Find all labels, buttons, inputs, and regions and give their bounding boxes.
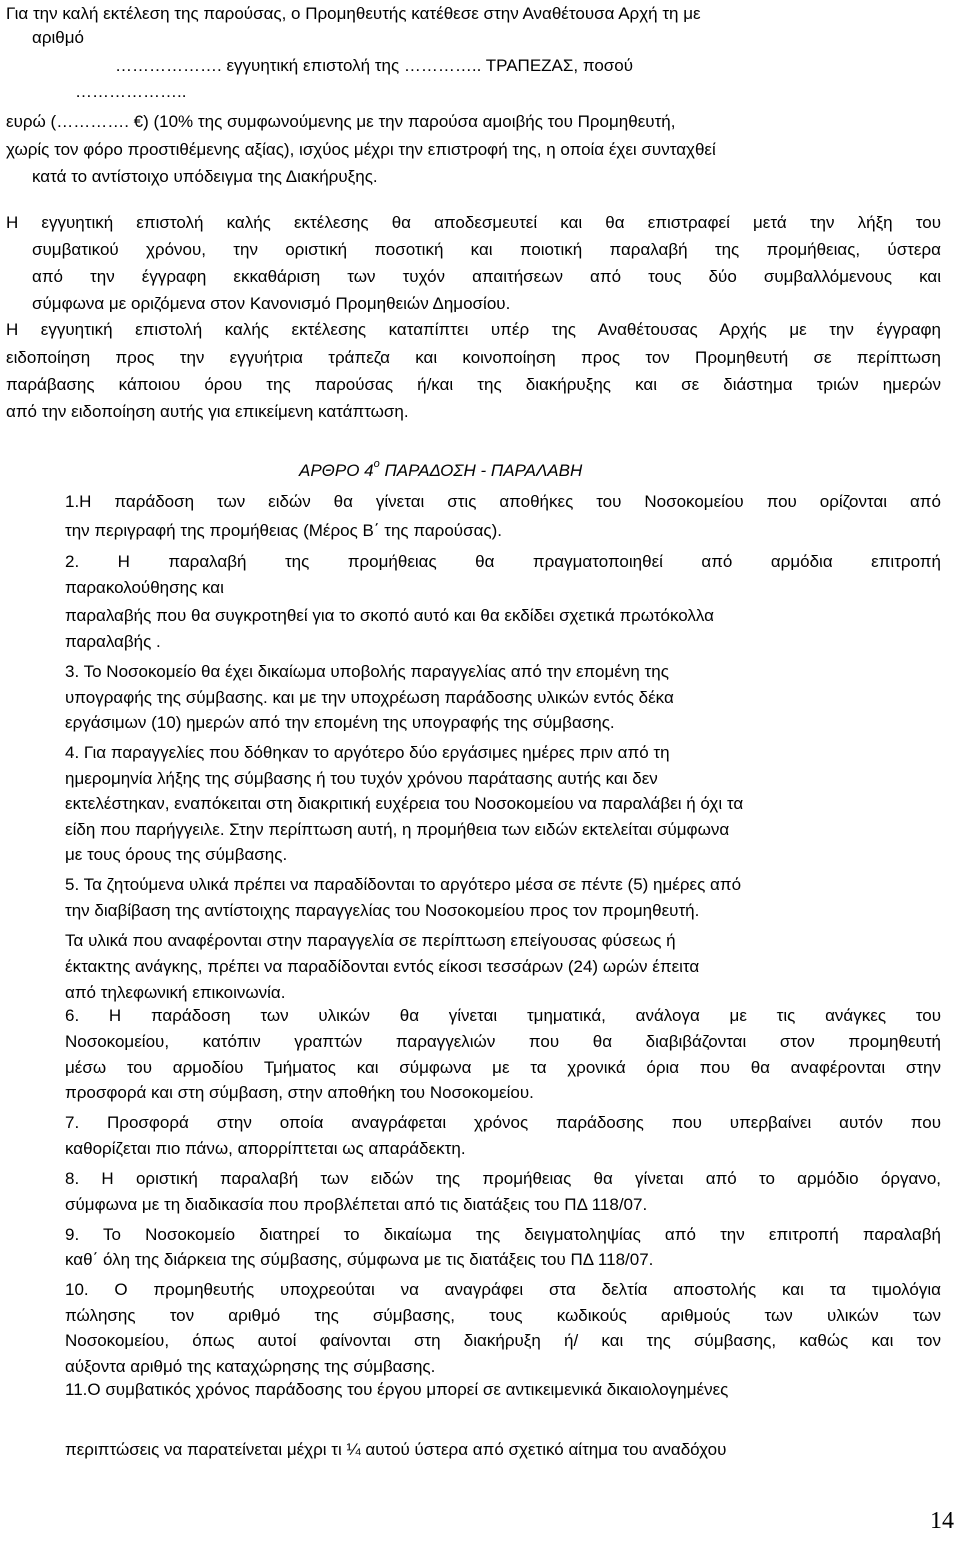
text-line: παραλαβής που θα συγκροτηθεί για το σκοπό αυτό και θα εκδίδει σχετικά πρωτόκολλα — [65, 606, 714, 625]
text-line: από την έγγραφη εκκαθάριση των τυχόν απαιτήσεων από τους δύο συμβαλλόμενους και — [32, 267, 941, 286]
text-line: ………………. εγγυητική επιστολή της ………….. ΤΡΑΠΕΖΑΣ, ποσού — [115, 56, 634, 75]
text-line: 5. Τα ζητούμενα υλικά πρέπει να παραδίδονται το αργότερο μέσα σε πέντε (5) ημέρες από — [65, 875, 742, 894]
text-line: 6. Η παράδοση των υλικών θα γίνεται τμηματικά, ανάλογα με τις ανάγκες του — [65, 1006, 941, 1025]
text-line: παρακολούθησης και — [65, 578, 224, 597]
article-heading — [299, 454, 582, 481]
text-line: κατά το αντίστοιχο υπόδειγμα της Διακήρυξης. — [32, 167, 378, 186]
text-line: ημερομηνία λήξης της σύμβασης ή του τυχόν χρόνου παράτασης αυτής και δεν — [65, 769, 658, 788]
text-line: 9. Το Νοσοκομείο διατηρεί το δικαίωμα της δειγματοληψίας από την επιτροπή παραλαβή — [65, 1225, 941, 1244]
text-line: μέσω του αρμοδίου Τμήματος και σύμφωνα με τα χρονικά όρια που θα αναφέρονται στην — [65, 1058, 941, 1077]
text-line: εκτελέστηκαν, εναπόκειται στη διακριτική ευχέρεια του Νοσοκομείου να παραλάβει ή όχι τα — [65, 794, 744, 813]
text-line: περιπτώσεις να παρατείνεται μέχρι τι ¼ αυτού ύστερα από σχετικό αίτημα του αναδόχου — [65, 1440, 727, 1459]
text-line: Για την καλή εκτέλεση της παρούσας, ο Προμηθευτής κατέθεσε στην Αναθέτουσα Αρχή τη με — [6, 4, 701, 23]
article-heading-prefix: ΑΡΘΡΟ 4 — [299, 461, 374, 480]
text-line: 2. Η παραλαβή της προμήθειας θα πραγματοποιηθεί από αρμόδια επιτροπή — [65, 552, 941, 571]
text-line: Νοσοκομείου, όπως αυτοί φαίνονται στη διακήρυξη ή/ και της σύμβασης, καθώς και τον — [65, 1331, 941, 1350]
text-line: σύμφωνα με τη διαδικασία που προβλέπεται από τις διατάξεις του ΠΔ 118/07. — [65, 1195, 648, 1214]
text-line: υπογραφής της σύμβασης. και με την υποχρέωση παράδοσης υλικών εντός δέκα — [65, 688, 674, 707]
text-line: σύμφωνα με οριζόμενα στον Κανονισμό Προμηθειών Δημοσίου. — [32, 294, 511, 313]
text-line: ευρώ (…………. €) (10% της συμφωνούμενης με την παρούσα αμοιβής του Προμηθευτή, — [6, 112, 676, 131]
text-line: την περιγραφή της προμήθειας (Μέρος Β΄ της παρούσας). — [65, 521, 502, 540]
text-line: Νοσοκομείου, κατόπιν γραπτών παραγγελιών που θα διαβιβάζονται στον προμηθευτή — [65, 1032, 941, 1051]
text-line: καθ΄ όλη της διάρκεια της σύμβασης, σύμφωνα με τις διατάξεις του ΠΔ 118/07. — [65, 1250, 654, 1269]
text-line: την διαβίβαση της αντίστοιχης παραγγελίας του Νοσοκομείου προς τον προμηθευτή. — [65, 901, 700, 920]
text-line: παράβασης κάποιου όρου της παρούσας ή/και της διακήρυξης και σε διάστημα τριών ημερών — [6, 375, 941, 394]
text-line: Τα υλικά που αναφέρονται στην παραγγελία σε περίπτωση επείγουσας φύσεως ή — [65, 931, 676, 950]
text-line: αύξοντα αριθμό της καταχώρησης της σύμβασης. — [65, 1357, 436, 1376]
text-line: 11.Ο συμβατικός χρόνος παράδοσης του έργου μπορεί σε αντικειμενικά δικαιολογημένες — [65, 1380, 729, 1399]
text-line: 8. Η οριστική παραλαβή των ειδών της προμήθειας θα γίνεται από το αρμόδιο όργανο, — [65, 1169, 941, 1188]
text-line: ……………….. — [75, 82, 187, 101]
text-line: 10. Ο προμηθευτής υποχρεούται να αναγράφει στα δελτία αποστολής και τα τιμολόγια — [65, 1280, 941, 1299]
text-line: καθορίζεται πιο πάνω, απορρίπτεται ως απαράδεκτη. — [65, 1139, 466, 1158]
text-line: είδη που παρήγγειλε. Στην περίπτωση αυτή, η προμήθεια των ειδών εκτελείται σύμφωνα — [65, 820, 730, 839]
text-line: συμβατικού χρόνου, την οριστική ποσοτική και ποιοτική παραλαβή της προμήθειας, ύστερα — [32, 240, 941, 259]
page-number: 14 — [930, 1508, 954, 1534]
text-line: χωρίς τον φόρο προστιθέμενης αξίας), ισχύος μέχρι την επιστροφή της, η οποία έχει συνταχθεί — [6, 140, 716, 159]
text-line: πώλησης τον αριθμό της σύμβασης, τους κωδικούς αριθμούς των υλικών των — [65, 1306, 941, 1325]
text-line: ειδοποίηση προς την εγγυήτρια τράπεζα και κοινοποίηση προς τον Προμηθευτή σε περίπτωση — [6, 348, 941, 367]
text-line: από τηλεφωνική επικοινωνία. — [65, 983, 286, 1002]
text-line: με τους όρους της σύμβασης. — [65, 845, 288, 864]
article-heading-title: ΠΑΡΑΔΟΣΗ - ΠΑΡΑΛΑΒΗ — [379, 461, 583, 480]
text-line: προσφορά και στη σύμβαση, στην αποθήκη του Νοσοκομείου. — [65, 1083, 534, 1102]
text-line: έκτακτης ανάγκης, πρέπει να παραδίδονται εντός είκοσι τεσσάρων (24) ωρών έπειτα — [65, 957, 700, 976]
text-line: Η εγγυητική επιστολή καλής εκτέλεσης καταπίπτει υπέρ της Αναθέτουσας Αρχής με την έγγραφη — [6, 320, 941, 339]
text-line: 1.Η παράδοση των ειδών θα γίνεται στις αποθήκες του Νοσοκομείου που ορίζονται από — [65, 492, 941, 511]
text-line: εργάσιμων (10) ημερών από την επομένη της υπογραφής της σύμβασης. — [65, 713, 615, 732]
text-line: 7. Προσφορά στην οποία αναγράφεται χρόνος παράδοσης που υπερβαίνει αυτόν που — [65, 1113, 941, 1132]
text-line: από την ειδοποίηση αυτής για επικείμενη κατάπτωση. — [6, 402, 409, 421]
text-line: 3. Το Νοσοκομείο θα έχει δικαίωμα υποβολής παραγγελίας από την επομένη της — [65, 662, 669, 681]
text-line: Η εγγυητική επιστολή καλής εκτέλεσης θα αποδεσμευτεί και θα επιστραφεί μετά την λήξη του — [6, 213, 941, 232]
article-heading-superscript: ο — [373, 458, 380, 470]
text-line: αριθμό — [32, 28, 84, 47]
text-line: 4. Για παραγγελίες που δόθηκαν το αργότερο δύο εργάσιμες ημέρες πριν από τη — [65, 743, 670, 762]
text-line: παραλαβής . — [65, 632, 161, 651]
